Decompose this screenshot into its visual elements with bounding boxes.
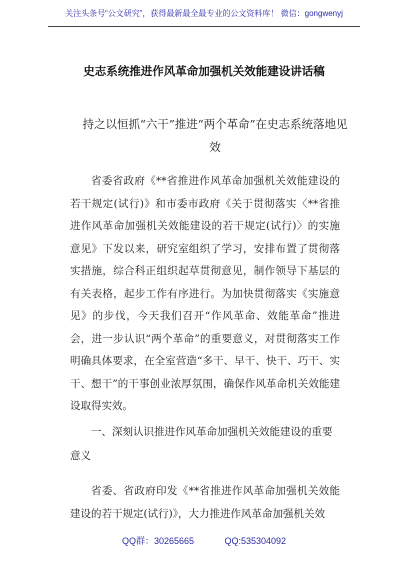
header-divider <box>48 26 360 27</box>
document-subtitle: 持之以恒抓“六干”推进“两个革命”在史志系统落地见效 <box>82 117 348 154</box>
document-title: 史志系统推进作风革命加强机关效能建设讲话稿 <box>83 64 325 78</box>
header-banner: 关注头条号“公文研究”，获得最新最全最专业的公文资料库！ 微信：gongwenyj <box>65 9 343 18</box>
footer-qq: QQ:535304092 <box>224 536 287 546</box>
body-paragraph-1: 省委省政府《**省推进作风革命加强机关效能建设的若干规定(试行)》和市委市政府《关于贯彻落实〈**省推进作风革命加强机关效能建设的若干规定(试行)〉的实施意见》下发以来，研究室组织了学习，安排布置了贯彻落实措施，综合科正组织起草贯彻意见，制作领导下基层的有关表格，起步工作有序进行。为加快贯彻落实《实施意见》的步伐，今天我们召开“作风革命、效能革命”推进会，进一步认识“两个革命”的重要意义，对贯彻落实工作明确具体要求，在全室营造“多干、早干、快干、巧干、实干、想干”的干事创业浓厚氛围，确保作风革命机关效能建设取得实效。 <box>70 175 340 412</box>
footer-contact <box>0 534 408 547</box>
body-paragraph-2: 省委、省政府印发《**省推进作风革命加强机关效能建设的若干规定(试行)》，大力推进作风革命加强机关效 <box>70 485 340 520</box>
footer-qq-group: QQ群：30265665 <box>121 536 194 546</box>
section-heading-1: 一、深刻认识推进作风革命加强机关效能建设的重要意义 <box>70 426 333 462</box>
